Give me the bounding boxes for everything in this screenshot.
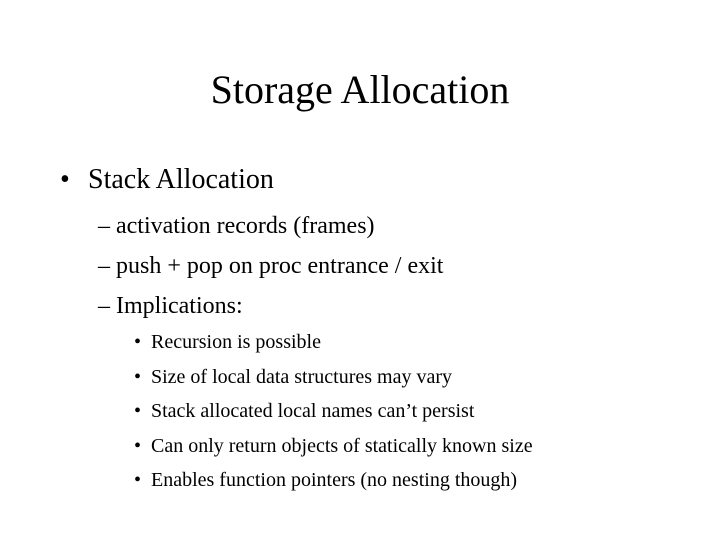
dash-marker: – [98, 253, 110, 279]
bullet-marker: • [134, 400, 142, 422]
implication-text: Enables function pointers (no nesting though) [151, 469, 518, 491]
implication-item [134, 394, 533, 429]
implications-list [134, 325, 533, 498]
bullet-marker: • [134, 469, 142, 491]
bullet-marker: • [134, 331, 142, 353]
implication-text: Can only return objects of statically known size [151, 434, 533, 457]
implication-item [134, 463, 533, 498]
implication-text: Size of local data structures may vary [151, 365, 452, 388]
sub-bullet-text: activation records (frames) [116, 213, 375, 239]
sub-bullet-text: push + pop on proc entrance / exit [116, 253, 444, 279]
sub-bullet-item [98, 206, 443, 246]
implication-text: Stack allocated local names can’t persist [151, 400, 475, 422]
implication-item [134, 360, 533, 395]
bullet-stack-allocation [60, 163, 274, 197]
dash-marker: – [98, 213, 110, 239]
implication-item [134, 325, 533, 360]
implication-text: Recursion is possible [151, 331, 321, 353]
implication-item [134, 429, 533, 464]
sub-bullet-item [98, 286, 443, 326]
bullet-marker: • [134, 365, 142, 388]
bullet-text: Stack Allocation [88, 164, 274, 195]
sub-bullet-list [98, 206, 443, 326]
slide-title: Storage Allocation [210, 67, 510, 112]
sub-bullet-text: Implications: [116, 293, 243, 319]
bullet-marker: • [134, 434, 142, 457]
bullet-marker: • [60, 164, 70, 195]
dash-marker: – [98, 293, 110, 319]
sub-bullet-item [98, 246, 443, 286]
